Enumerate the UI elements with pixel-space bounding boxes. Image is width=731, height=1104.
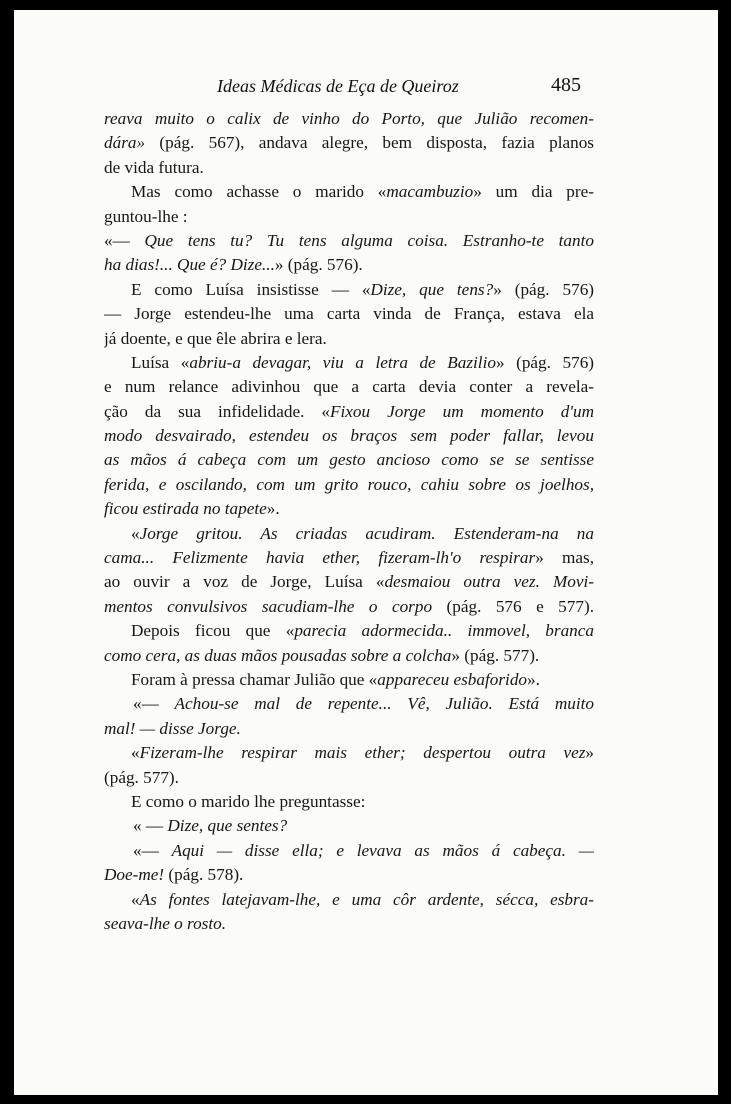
italic-quote: ferida, e oscilando, com um grito rouco, cahiu sobre os joelhos,	[104, 474, 594, 494]
text-run: Mas como achasse o marido «	[131, 182, 387, 202]
text-run: Foram à pressa chamar Julião que «	[131, 669, 378, 689]
text-line	[104, 912, 594, 936]
italic-quote: Dize, que tens?	[370, 279, 494, 299]
italic-quote: cama... Felizmente havia ether, fizeram-lh'o respirar	[104, 548, 536, 568]
text-line	[104, 570, 594, 594]
italic-quote: abriu-a devagar, viu a letra de Bazilio	[189, 352, 496, 372]
text-line	[104, 766, 594, 790]
text-line	[104, 546, 594, 570]
text-run: «	[131, 523, 140, 543]
text-line	[104, 229, 594, 253]
text-run: « —	[133, 816, 168, 836]
text-line	[104, 497, 594, 521]
text-run: » (pág. 576)	[493, 279, 594, 299]
text-run: ».	[266, 499, 280, 519]
italic-quote: Que tens tu? Tu tens alguma coisa. Estranho-te tanto	[144, 230, 594, 250]
text-line	[104, 351, 594, 375]
italic-quote: Fixou Jorge um momento d'um	[330, 401, 594, 421]
page-number: 485	[551, 74, 581, 96]
text-run: «—	[133, 840, 172, 860]
text-run: (pág. 567), andava alegre, bem disposta, fazia planos	[145, 133, 594, 153]
text-line	[104, 375, 594, 399]
italic-quote: mal! — disse Jorge.	[104, 718, 241, 738]
body-text	[104, 107, 594, 936]
text-line	[104, 741, 594, 765]
text-line	[104, 863, 594, 887]
text-run: Depois ficou que «	[131, 621, 295, 641]
text-line	[104, 644, 594, 668]
italic-quote: seava-lhe o rosto.	[104, 913, 227, 933]
text-line	[104, 814, 594, 838]
running-title: Ideas Médicas de Eça de Queiroz	[217, 76, 459, 96]
italic-quote: ha dias!... Que é? Dize...	[104, 255, 275, 275]
text-line	[104, 424, 594, 448]
text-run: «—	[104, 230, 145, 250]
text-line	[104, 839, 594, 863]
italic-quote: As fontes latejavam-lhe, e uma côr ardente, sécca, esbra-	[139, 889, 594, 909]
italic-quote: mentos convulsivos sacudiam-lhe o corpo	[104, 596, 433, 616]
italic-quote: Jorge gritou. As criadas acudiram. Estenderam-na na	[139, 523, 594, 543]
text-run: guntou-lhe :	[104, 206, 188, 226]
italic-quote: macambuzio	[386, 182, 474, 202]
text-run: «	[131, 889, 140, 909]
italic-quote: dára»	[104, 133, 146, 153]
text-run: (pág. 576 e 577).	[432, 596, 594, 616]
text-run: de vida futura.	[104, 157, 204, 177]
italic-quote: reava muito o calix de vinho do Porto, que Julião recomen-	[104, 109, 594, 128]
text-line	[104, 205, 594, 229]
italic-quote: parecia adormecida.. immovel, branca	[294, 621, 594, 641]
text-run: ».	[527, 669, 540, 689]
text-line	[104, 156, 594, 180]
text-run: (pág. 578).	[164, 865, 244, 885]
italic-quote: Aqui — disse ella; e levava as mãos á cabeça. —	[171, 840, 594, 860]
text-run: «—	[133, 694, 175, 714]
text-line	[104, 131, 594, 155]
text-run: » mas,	[535, 548, 594, 568]
italic-quote: appareceu esbaforido	[377, 669, 528, 689]
text-run: Luísa «	[131, 352, 190, 372]
running-header	[14, 64, 718, 104]
text-run: »	[585, 743, 594, 763]
italic-quote: modo desvairado, estendeu os braços sem poder fallar, levou	[104, 426, 594, 446]
italic-quote: Dize, que sentes?	[167, 816, 288, 836]
text-line	[104, 888, 594, 912]
text-run: E como Luísa insistisse — «	[131, 279, 371, 299]
italic-quote: desmaiou outra vez. Movi-	[384, 572, 594, 592]
text-line	[104, 107, 594, 131]
italic-quote: as mãos á cabeça com um gesto ancioso como se se sentisse	[104, 450, 594, 470]
text-run: — Jorge estendeu-lhe uma carta vinda de França, estava ela	[104, 304, 594, 324]
text-line	[104, 327, 594, 351]
text-line	[104, 668, 594, 692]
text-line	[104, 717, 594, 741]
text-run: ao ouvir a voz de Jorge, Luísa «	[104, 572, 385, 592]
book-page	[14, 10, 718, 1095]
italic-quote: Fizeram-lhe respirar mais ether; despertou outra vez	[139, 743, 586, 763]
italic-quote: Achou-se mal de repente... Vê, Julião. Está muito	[174, 694, 594, 714]
text-run: já doente, e que êle abrira e lera.	[104, 328, 327, 348]
text-run: E como o marido lhe preguntasse:	[131, 791, 366, 811]
text-run: «	[131, 743, 140, 763]
italic-quote: Doe-me!	[104, 865, 165, 885]
text-run: » um dia pre-	[473, 182, 594, 202]
text-line	[104, 278, 594, 302]
text-line	[104, 253, 594, 277]
text-run: » (pág. 576)	[495, 352, 594, 372]
text-line	[104, 180, 594, 204]
text-line	[104, 400, 594, 424]
text-line	[104, 473, 594, 497]
text-line	[104, 448, 594, 472]
text-run: » (pág. 577).	[451, 645, 540, 665]
text-run: e num relance adivinhou que a carta devia conter a revela-	[104, 377, 594, 397]
text-line	[104, 595, 594, 619]
text-run: » (pág. 576).	[274, 255, 363, 275]
text-line	[104, 619, 594, 643]
italic-quote: como cera, as duas mãos pousadas sobre a colcha	[104, 645, 452, 665]
text-run: (pág. 577).	[104, 767, 179, 787]
text-line	[104, 302, 594, 326]
text-line	[104, 790, 594, 814]
text-run: ção da sua infidelidade. «	[104, 401, 331, 421]
text-line	[104, 522, 594, 546]
italic-quote: ficou estirada no tapete	[104, 499, 267, 519]
text-line	[104, 692, 594, 716]
